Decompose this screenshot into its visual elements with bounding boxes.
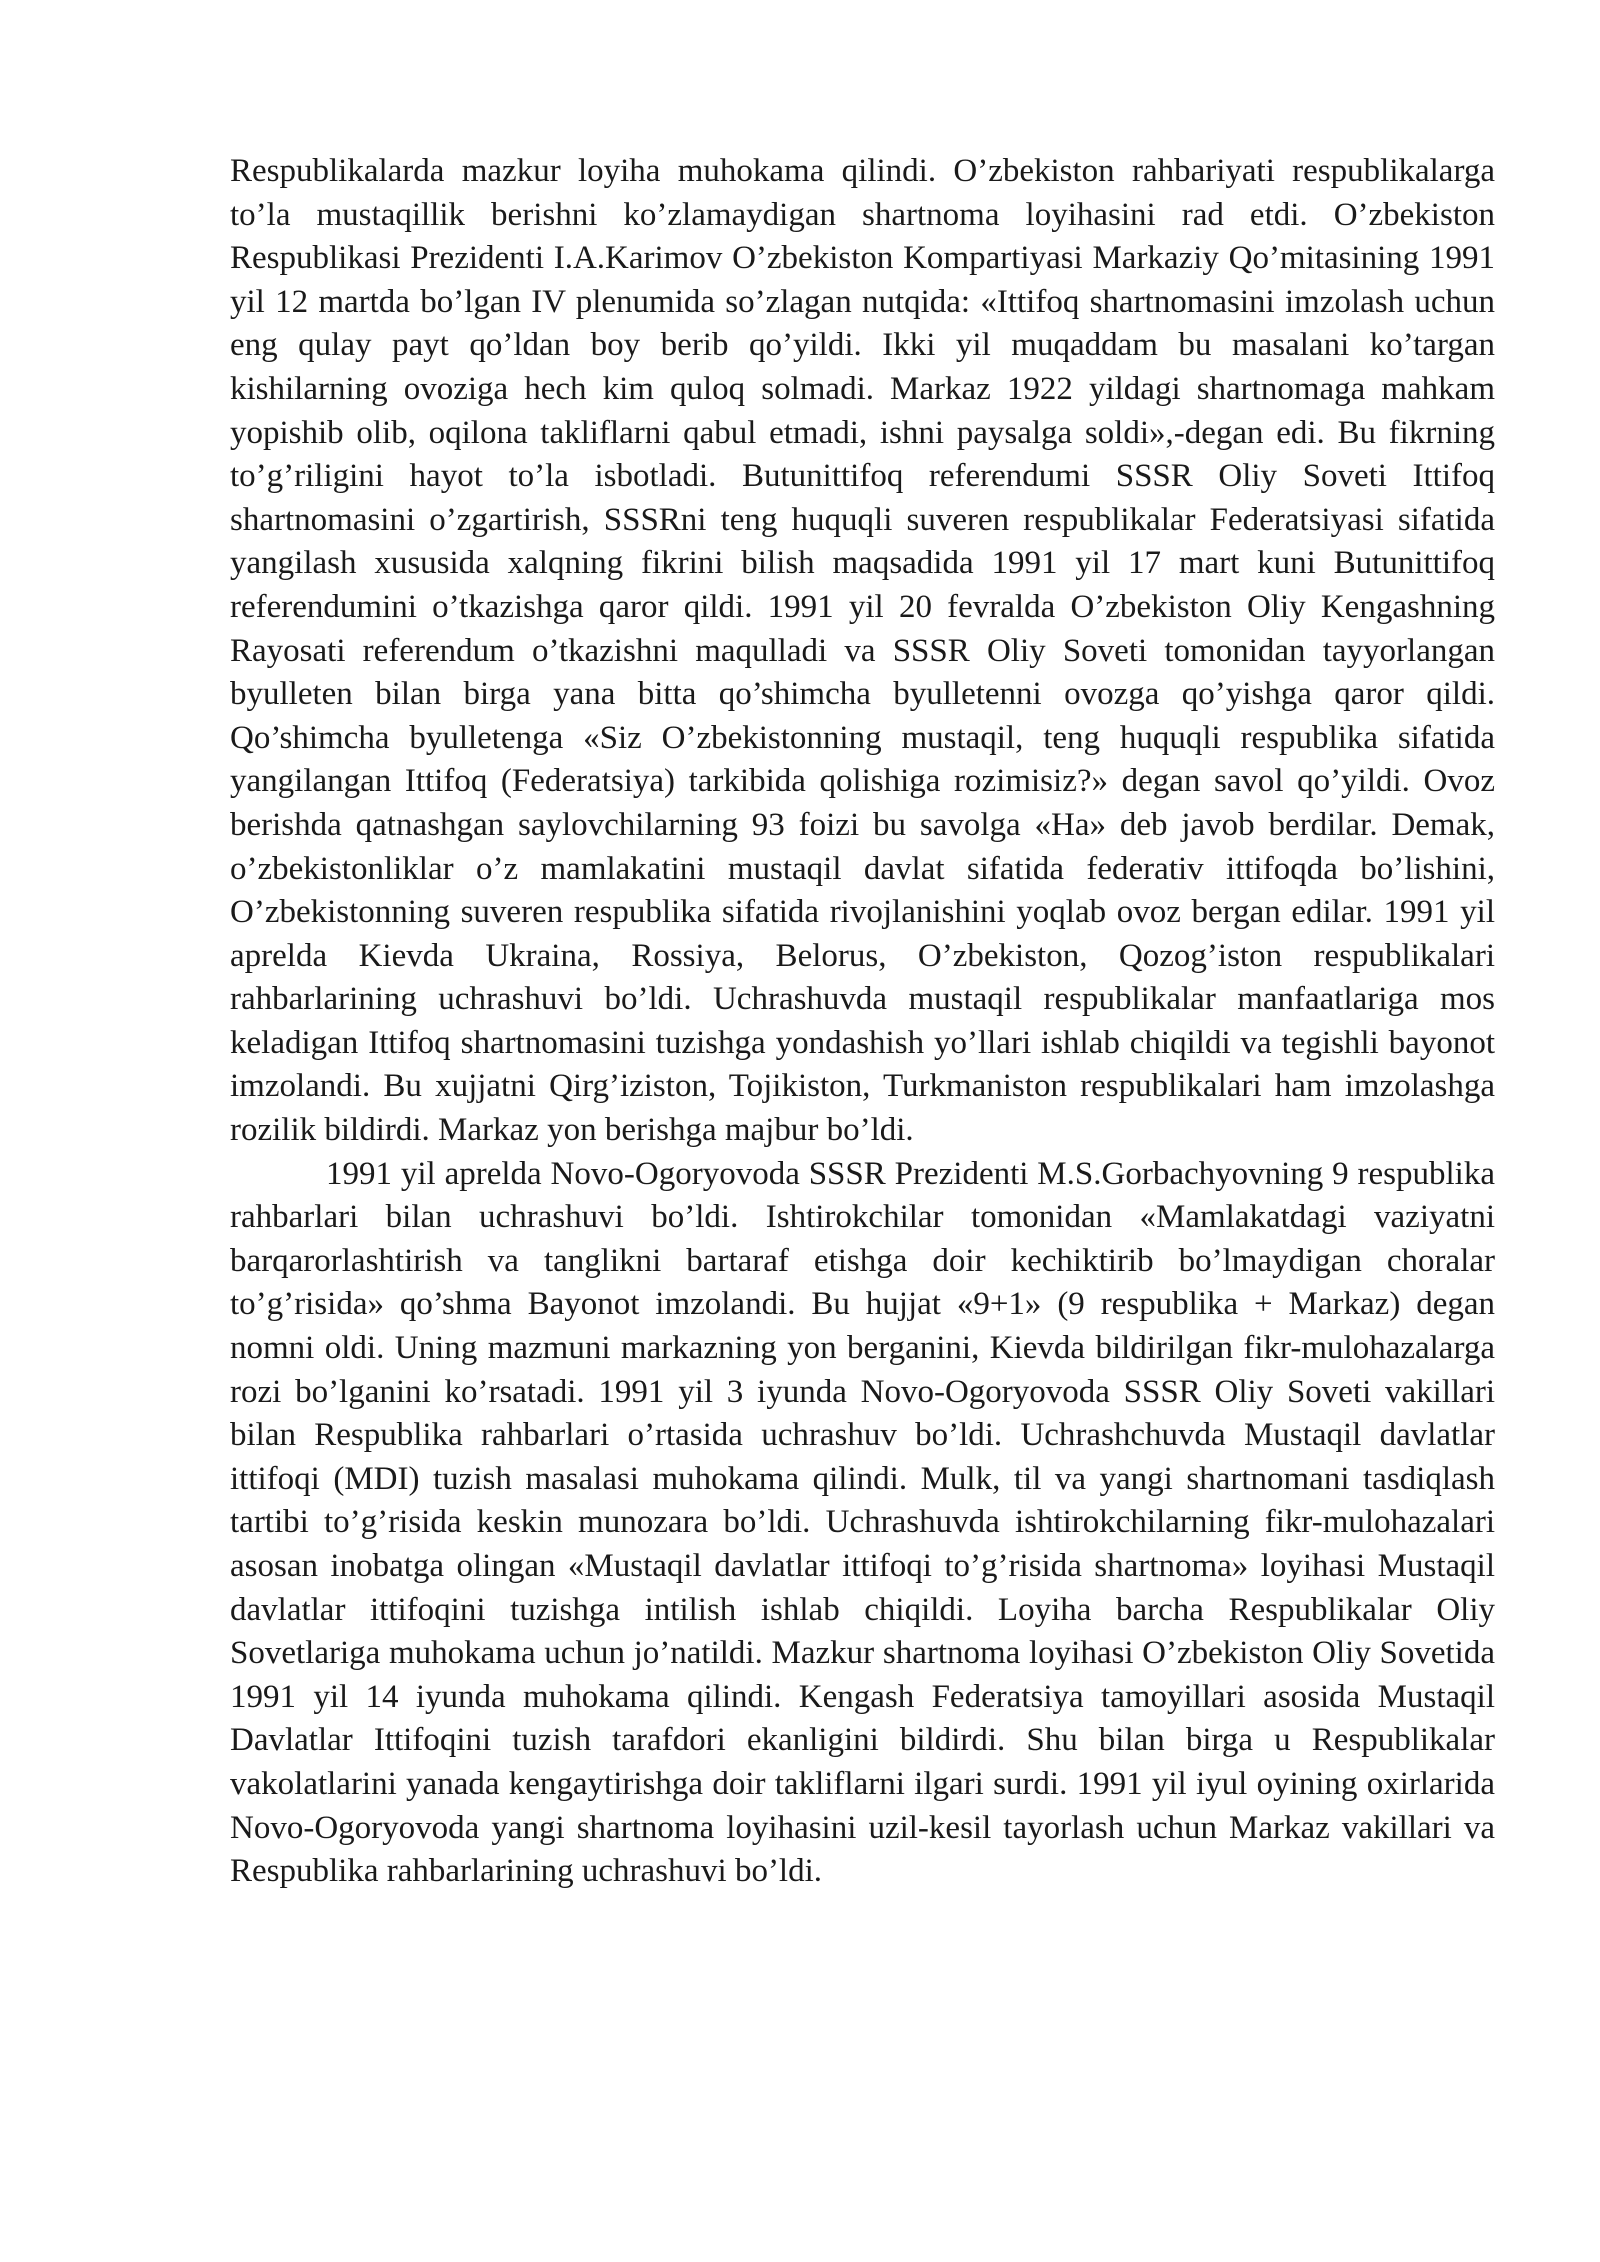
body-text bbox=[230, 150, 1495, 1894]
paragraph-2: 1991 yil aprelda Novo-Ogoryovoda SSSR Prezidenti M.S.Gorbachyovning 9 respublika rahbarlari bilan uchrashuvi bo’ldi. Ishtirokchilar tomonidan «Mamlakatdagi vaziyatni barqarorlashtirish va tanglikni bartaraf etishga doir kechiktirib bo’lmaydigan choralar to’g’risida» qo’shma Bayonot imzolandi. Bu hujjat «9+1» (9 respublika + Markaz) degan nomni oldi. Uning mazmuni markazning yon berganini, Kievda bildirilgan fikr-mulohazalarga rozi bo’lganini ko’rsatadi. 1991 yil 3 iyunda Novo-Ogoryovoda SSSR Oliy Soveti vakillari bilan Respublika rahbarlari o’rtasida uchrashuv bo’ldi. Uchrashchuvda Mustaqil davlatlar ittifoqi (MDI) tuzish masalasi muhokama qilindi. Mulk, til va yangi shartnomani tasdiqlash tartibi to’g’risida keskin munozara bo’ldi. Uchrashuvda ishtirokchilarning fikr-mulohazalari asosan inobatga olingan «Mustaqil davlatlar ittifoqi to’g’risida shartnoma» loyihasi Mustaqil davlatlar ittifoqini tuzishga intilish ishlab chiqildi. Loyiha barcha Respublikalar Oliy Sovetlariga muhokama uchun jo’natildi. Mazkur shartnoma loyihasi O’zbekiston Oliy Sovetida 1991 yil 14 iyunda muhokama qilindi. Kengash Federatsiya tamoyillari asosida Mustaqil Davlatlar Ittifoqini tuzish tarafdori ekanligini bildirdi. Shu bilan birga u Respublikalar vakolatlarini yanada kengaytirishga doir takliflarni ilgari surdi. 1991 yil iyul oyining oxirlarida Novo-Ogoryovoda yangi shartnoma loyihasini uzil-kesil tayorlash uchun Markaz vakillari va Respublika rahbarlarining uchrashuvi bo’ldi. bbox=[230, 1155, 1495, 1890]
paragraph-1: Respublikalarda mazkur loyiha muhokama qilindi. O’zbekiston rahbariyati respublikalarga to’la mustaqillik berishni ko’zlamaydigan shartnoma loyihasini rad etdi. O’zbekiston Respublikasi Prezidenti I.A.Karimov O’zbekiston Kompartiyasi Markaziy Qo’mitasining 1991 yil 12 martda bo’lgan IV plenumida so’zlagan nutqida: «Ittifoq shartnomasini imzolash uchun eng qulay payt qo’ldan boy berib qo’yildi. Ikki yil muqaddam bu masalani ko’targan kishilarning ovoziga hech kim quloq solmadi. Markaz 1922 yildagi shartnomaga mahkam yopishib olib, oqilona takliflarni qabul etmadi, ishni paysalga soldi»,-degan edi. Bu fikrning to’g’riligini hayot to’la isbotladi. Butunittifoq referendumi SSSR Oliy Soveti Ittifoq shartnomasini o’zgartirish, SSSRni teng huquqli suveren respublikalar Federatsiyasi sifatida yangilash xususida xalqning fikrini bilish maqsadida 1991 yil 17 mart kuni Butunittifoq referendumini o’tkazishga qaror qildi. 1991 yil 20 fevralda O’zbekiston Oliy Kengashning Rayosati referendum o’tkazishni maqulladi va SSSR Oliy Soveti tomonidan tayyorlangan byulleten bilan birga yana bitta qo’shimcha byulletenni ovozga qo’yishga qaror qildi. Qo’shimcha byulletenga «Siz O’zbekistonning mustaqil, teng huquqli respublika sifatida yangilangan Ittifoq (Federatsiya) tarkibida qolishiga rozimisiz?» degan savol qo’yildi. Ovoz berishda qatnashgan saylovchilarning 93 foizi bu savolga «Ha» deb javob berdilar. Demak, o’zbekistonliklar o’z mamlakatini mustaqil davlat sifatida federativ ittifoqda bo’lishini, O’zbekistonning suveren respublika sifatida rivojlanishini yoqlab ovoz bergan edilar. 1991 yil aprelda Kievda Ukraina, Rossiya, Belorus, O’zbekiston, Qozog’iston respublikalari rahbarlarining uchrashuvi bo’ldi. Uchrashuvda mustaqil respublikalar manfaatlariga mos keladigan Ittifoq shartnomasini tuzishga yondashish yo’llari ishlab chiqildi va tegishli bayonot imzolandi. Bu xujjatni Qirg’iziston, Tojikiston, Turkmaniston respublikalari ham imzolashga rozilik bildirdi. Markaz yon berishga majbur bo’ldi. bbox=[230, 153, 1495, 1149]
